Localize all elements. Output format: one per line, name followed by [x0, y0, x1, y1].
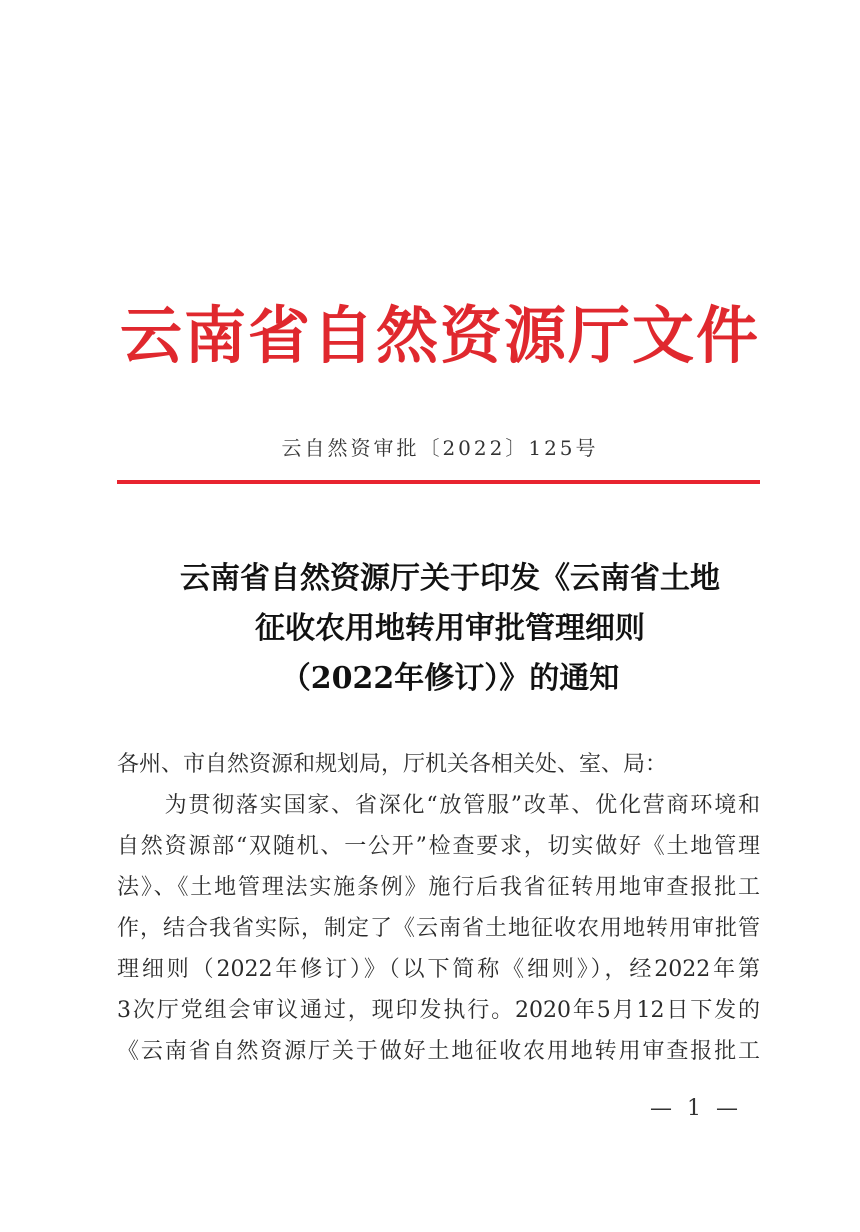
- title-line-2: 征收农用地转用审批管理细则: [255, 611, 645, 646]
- document-masthead: 云南省自然资源厅文件: [119, 299, 760, 372]
- body-line: 自然资源部“双随机、一公开”检查要求，切实做好《土地管理: [117, 834, 760, 859]
- document-number: 云自然资审批〔2022〕125号: [281, 436, 599, 460]
- body-line: 3次厅党组会审议通过，现印发执行。2020年5月12日下发的: [117, 998, 760, 1023]
- body-line: 理细则（2022年修订）》（以下简称《细则》），经2022年第: [117, 957, 760, 982]
- body-line: 作，结合我省实际，制定了《云南省土地征收农用地转用审批管: [117, 916, 760, 941]
- body-line: 为贯彻落实国家、省深化“放管服”改革、优化营商环境和: [117, 793, 760, 818]
- title-line-3: （2022年修订）》的通知: [280, 661, 620, 696]
- page-number: — 1 —: [650, 1096, 742, 1121]
- body-line: 法》、《土地管理法实施条例》施行后我省征转用地审查报批工: [117, 875, 760, 900]
- title-line-1: 云南省自然资源厅关于印发《云南省土地: [180, 561, 720, 596]
- addressee-line: 各州、市自然资源和规划局，厅机关各相关处、室、局：: [117, 752, 668, 777]
- red-divider-line: [117, 480, 760, 484]
- body-line: 《云南省自然资源厅关于做好土地征收农用地转用审查报批工: [117, 1039, 760, 1064]
